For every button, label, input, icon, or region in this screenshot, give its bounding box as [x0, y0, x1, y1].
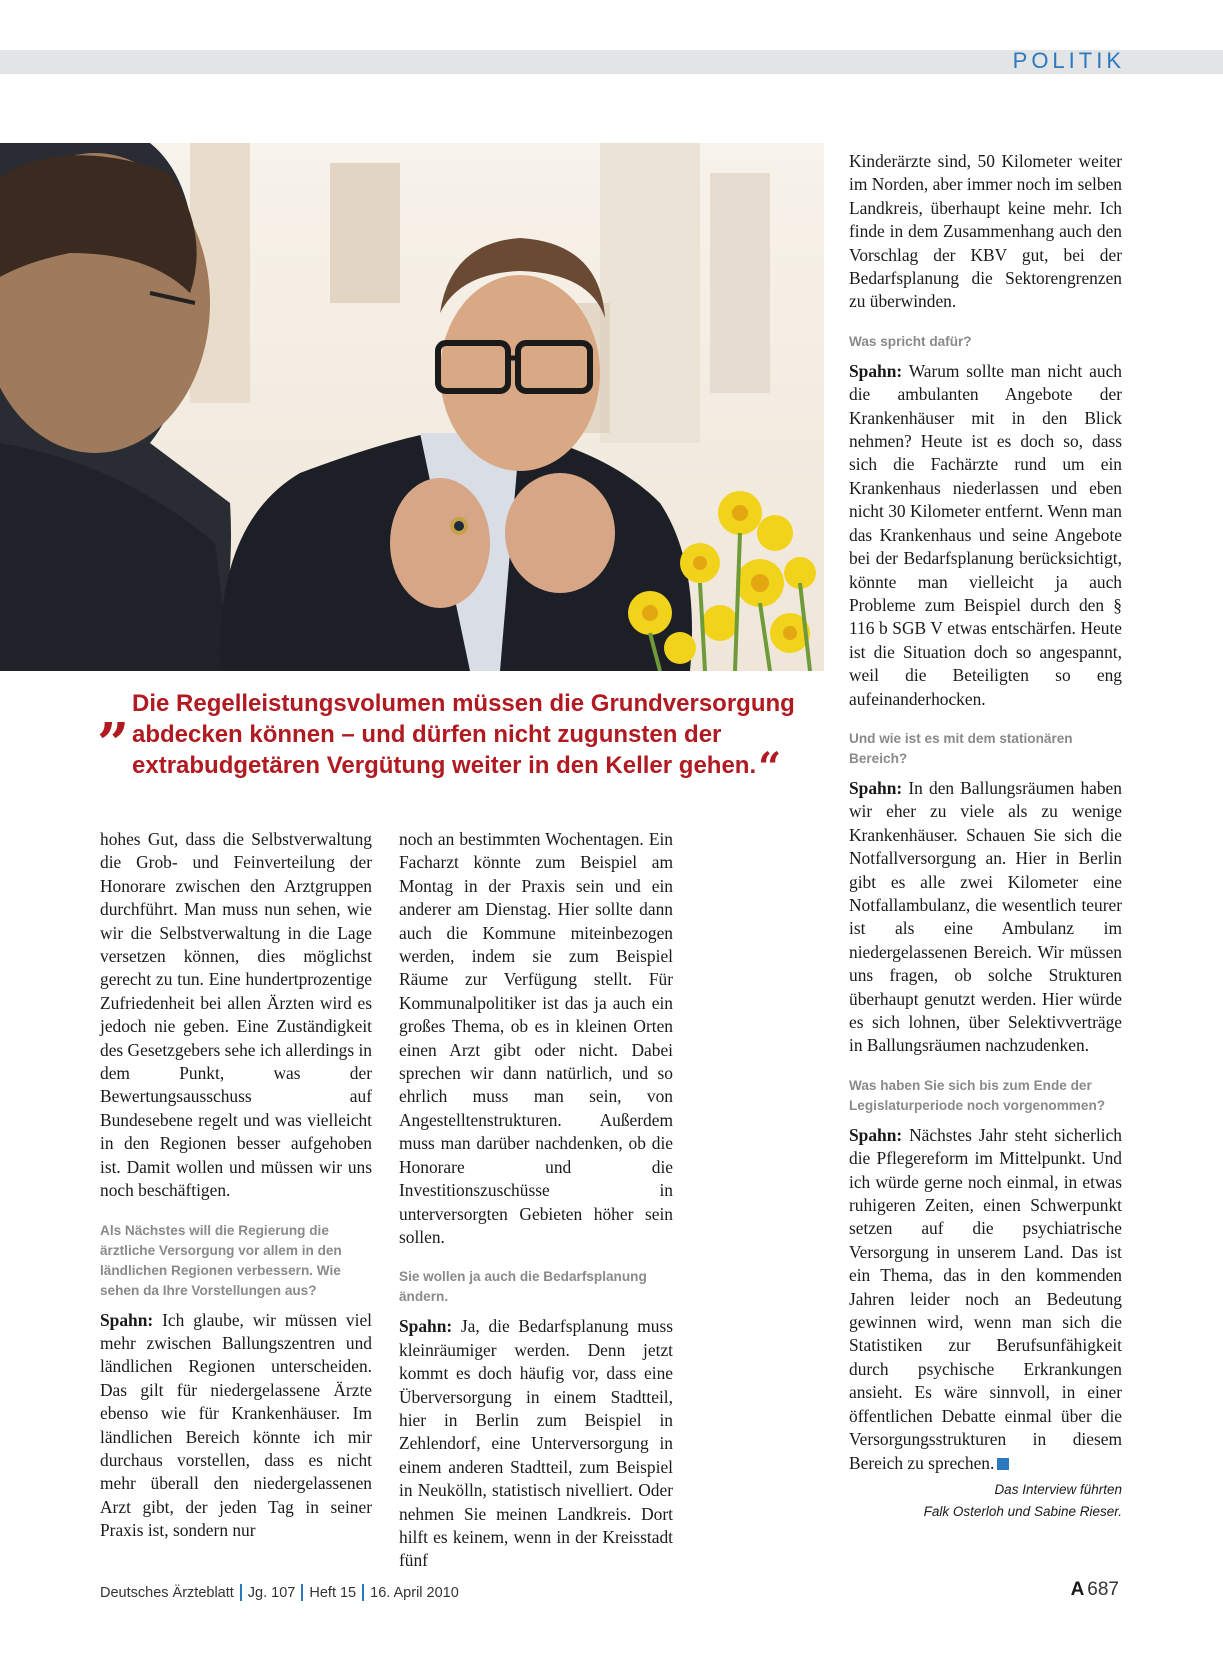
speaker-name: Spahn:: [399, 1316, 453, 1337]
article-photo: [0, 143, 824, 671]
quote-close-mark: “: [758, 744, 782, 791]
journal-date: 16. April 2010: [370, 1584, 459, 1601]
interview-credit-line-1: Das Interview führten: [994, 1481, 1122, 1497]
journal-issue: Heft 15: [309, 1584, 357, 1601]
footer-separator: [301, 1584, 303, 1601]
footer-separator: [240, 1584, 242, 1601]
interview-question: Sie wollen ja auch die Bedarfsplanung ändern.: [399, 1269, 647, 1305]
paragraph: Kinderärzte sind, 50 Kilometer weiter im Norden, aber immer noch im selben Landkreis, überhaupt keine mehr. Ich finde in dem Zusammenhang auch den Vorschlag der KBV gut, bei der Bedarfsplanung die Sektorengrenzen zu überwinden.: [849, 151, 1122, 312]
answer-paragraph: [100, 1309, 372, 1543]
interview-question: Als Nächstes will die Regierung die ärztliche Versorgung vor allem in den ländlichen Regionen verbessern. Wie sehen da Ihre Vorstellungen aus?: [100, 1222, 342, 1298]
pull-quote: [98, 679, 798, 791]
pull-quote-text: Die Regelleistungsvolumen müssen die Grundversorgung abdecken können – und dürfen nicht zugunsten der extrabudgetären Vergütung weiter in den Keller gehen.: [132, 690, 795, 779]
answer-text: Nächstes Jahr steht sicherlich die Pflegereform im Mittelpunkt. Und ich würde gerne noch einmal, in etwas ruhigeren Zeiten, einen Schwerpunkt setzen auf die psychiatrische Versorgung in unserem Land. Das ist ein Thema, das in den kommenden Jahren leider noch an Bedeutung gewinnen wird, wenn man sich die Statistiken zur Berufsunfähigkeit durch psychische Erkrankungen ansieht. Es wäre sinnvoll, in einer öffentlichen Debatte einmal über die Versorgungsstrukturen in diesem Bereich zu sprechen.: [849, 1124, 1122, 1473]
article-column-2: [399, 828, 673, 1585]
article-column-3: [849, 150, 1122, 1523]
interview-question: Was haben Sie sich bis zum Ende der Legislaturperiode noch vorgenommen?: [849, 1077, 1106, 1113]
page-footer: [100, 1584, 459, 1601]
page-number: [1071, 1579, 1119, 1601]
page-number-value: 687: [1087, 1579, 1119, 1600]
answer-paragraph: [849, 777, 1122, 1058]
article-column-1: [100, 828, 372, 1555]
answer-text: Warum sollte man nicht auch die ambulanten Angebote der Krankenhäuser mit in den Blick nehmen? Heute ist es doch so, dass sich die Fachärzte rund um ein Krankenhaus niederlassen und eben nicht 30 Kilometer entfernt. Wenn man das Krankenhaus und seine Angebote bei der Bedarfsplanung berücksichtigt, könnte man vielleicht ja auch Probleme zum Beispiel durch den § 116 b SGB V etwas entschärfen. Heute ist die Situation doch so angespannt, weil die Beteiligten so eng aufeinanderhocken.: [849, 360, 1122, 709]
section-label: POLITIK: [1012, 48, 1125, 73]
footer-separator: [362, 1584, 364, 1601]
interview-photo-illustration: [0, 143, 824, 671]
answer-paragraph: [849, 360, 1122, 711]
speaker-name: Spahn:: [849, 360, 903, 381]
answer-text: Ja, die Bedarfsplanung muss kleinräumiger werden. Denn jetzt kommt es doch häufig vor, dass eine Überversorgung in einem Stadtteil, hier in Berlin zum Beispiel in Zehlendorf, eine Unterversorgung in einem anderen Stadtteil, zum Beispiel in Neukölln, statistisch nivelliert. Oder nehmen Sie meinen Landkreis. Dort hilft es keinem, wenn in der Kreisstadt fünf: [399, 1316, 673, 1571]
paragraph: noch an bestimmten Wochentagen. Ein Facharzt könnte zum Beispiel am Montag in der Praxis sein und ein anderer am Dienstag. Hier sollte dann auch die Kommune miteinbezogen werden, indem sie zum Beispiel Räume zur Verfügung stellt. Für Kommunalpolitiker ist das ja auch ein großes Thema, ob es in kleinen Orten einen Arzt gibt oder nicht. Dabei sprechen wir dann natürlich, und so ehrlich muss man sein, von Angestelltenstrukturen. Außerdem muss man darüber nachdenken, ob die Honorare und die Investitionszuschüsse in unterversorgten Gebieten höher sein sollen.: [399, 829, 673, 1247]
quote-open-mark: „: [98, 679, 131, 745]
speaker-name: Spahn:: [100, 1309, 154, 1330]
journal-name: Deutsches Ärzteblatt: [100, 1584, 234, 1601]
answer-paragraph: [849, 1124, 1122, 1475]
interview-question: Und wie ist es mit dem stationären Bereich?: [849, 730, 1073, 766]
paragraph: hohes Gut, dass die Selbstverwaltung die Grob- und Feinverteilung der Honorare zwischen den Arztgruppen durchführt. Man muss nun sehen, wie wir die Selbstverwaltung in die Lage versetzen können, dies möglichst gerecht zu tun. Eine hundertprozentige Zufriedenheit bei allen Ärzten wird es jedoch nie geben. Eine Zuständigkeit des Gesetzgebers sehe ich allerdings in dem Punkt, was der Bewertungsausschuss auf Bundesebene regelt und was vielleicht in den Regionen besser aufgehoben ist. Damit wollen und müssen wir uns noch beschäftigen.: [100, 829, 372, 1201]
answer-paragraph: [399, 1315, 673, 1572]
answer-text: Ich glaube, wir müssen viel mehr zwischen Ballungszentren und ländlichen Regionen unterscheiden. Das gilt für niedergelassene Ärzte ebenso wie für Krankenhäuser. Im ländlichen Bereich könnte ich mir durchaus vorstellen, dass es nicht mehr überall den niedergelassenen Arzt gibt, der jeden Tag in seiner Praxis ist, sondern nur: [100, 1309, 372, 1541]
journal-volume: Jg. 107: [247, 1584, 296, 1601]
speaker-name: Spahn:: [849, 1124, 903, 1145]
page-prefix: A: [1070, 1579, 1085, 1600]
interview-credit-line-2: Falk Osterloh und Sabine Rieser.: [923, 1503, 1122, 1519]
answer-text: In den Ballungsräumen haben wir eher zu viele als zu wenige Krankenhäuser. Schauen Sie sich die Notfallversorgung an. Hier in Berlin gibt es alle zwei Kilometer eine Notfallambulanz, die wesentlich teurer ist als eine Ambulanz im niedergelassenen Bereich. Wir müssen uns fragen, ob solche Strukturen überhaupt genutzt werden. Hier würde es sich lohnen, über Selektivverträge in Ballungsräumen nachzudenken.: [849, 777, 1122, 1056]
speaker-name: Spahn:: [849, 777, 903, 798]
interview-question: Was spricht dafür?: [849, 333, 972, 349]
end-of-article-square-icon: [997, 1458, 1009, 1470]
